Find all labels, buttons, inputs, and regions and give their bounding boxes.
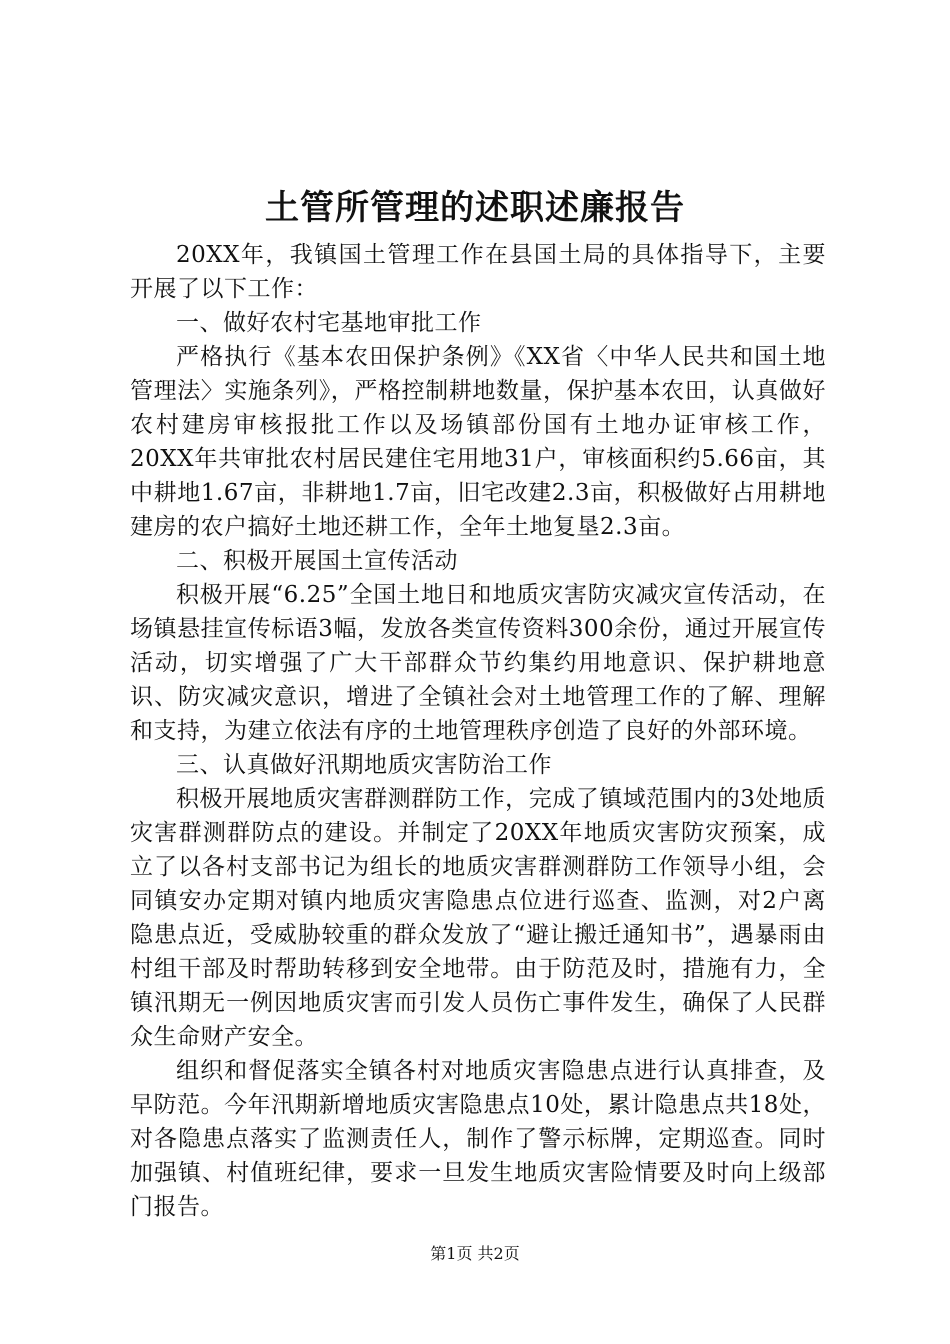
section-3-paragraph-2: 组织和督促落实全镇各村对地质灾害隐患点进行认真排查，及早防范。今年汛期新增地质灾害隐患点10处，累计隐患点共18处，对各隐患点落实了监测责任人，制作了警示标牌，定期巡查。同时加强镇、村值班纪律，要求一旦发生地质灾害险情要及时向上级部门报告。	[130, 1058, 826, 1220]
section-3-paragraph-1: 积极开展地质灾害群测群防工作，完成了镇域范围内的3处地质灾害群测群防点的建设。并制定了20XX年地质灾害防灾预案，成立了以各村支部书记为组长的地质灾害群测群防工作领导小组，会同镇安办定期对镇内地质灾害隐患点位进行巡查、监测，对2户离隐患点近，受威胁较重的群众发放了“避让搬迁通知书”，遇暴雨由村组干部及时帮助转移到安全地带。由于防范及时，措施有力，全镇汛期无一例因地质灾害而引发人员伤亡事件发生，确保了人民群众生命财产安全。	[130, 786, 826, 1050]
section-1-paragraph: 严格执行《基本农田保护条例》《XX省〈中华人民共和国土地管理法〉实施条列》，严格控制耕地数量，保护基本农田，认真做好农村建房审核报批工作以及场镇部份国有土地办证审核工作，20XX年共审批农村居民建住宅用地31户，审核面积约5.66亩，其中耕地1.67亩，非耕地1.7亩，旧宅改建2.3亩，积极做好占用耕地建房的农户搞好土地还耕工作，全年土地复垦2.3亩。	[130, 344, 826, 540]
section-heading-2: 二、积极开展国土宣传活动	[176, 548, 458, 574]
section-heading-3: 三、认真做好汛期地质灾害防治工作	[176, 752, 552, 778]
document-title: 土管所管理的述职述廉报告	[265, 188, 685, 228]
section-2-paragraph: 积极开展“6.25”全国土地日和地质灾害防灾减灾宣传活动，在场镇悬挂宣传标语3幅，发放各类宣传资料300余份，通过开展宣传活动，切实增强了广大干部群众节约集约用地意识、保护耕地意识、防灾减灾意识，增进了全镇社会对土地管理工作的了解、理解和支持，为建立依法有序的土地管理秩序创造了良好的外部环境。	[130, 582, 826, 744]
document-body	[130, 238, 826, 1224]
section-heading-1: 一、做好农村宅基地审批工作	[176, 310, 482, 336]
intro-paragraph: 20XX年，我镇国土管理工作在县国土局的具体指导下，主要开展了以下工作：	[130, 242, 826, 302]
page-number-footer: 第1页 共2页	[430, 1244, 520, 1263]
